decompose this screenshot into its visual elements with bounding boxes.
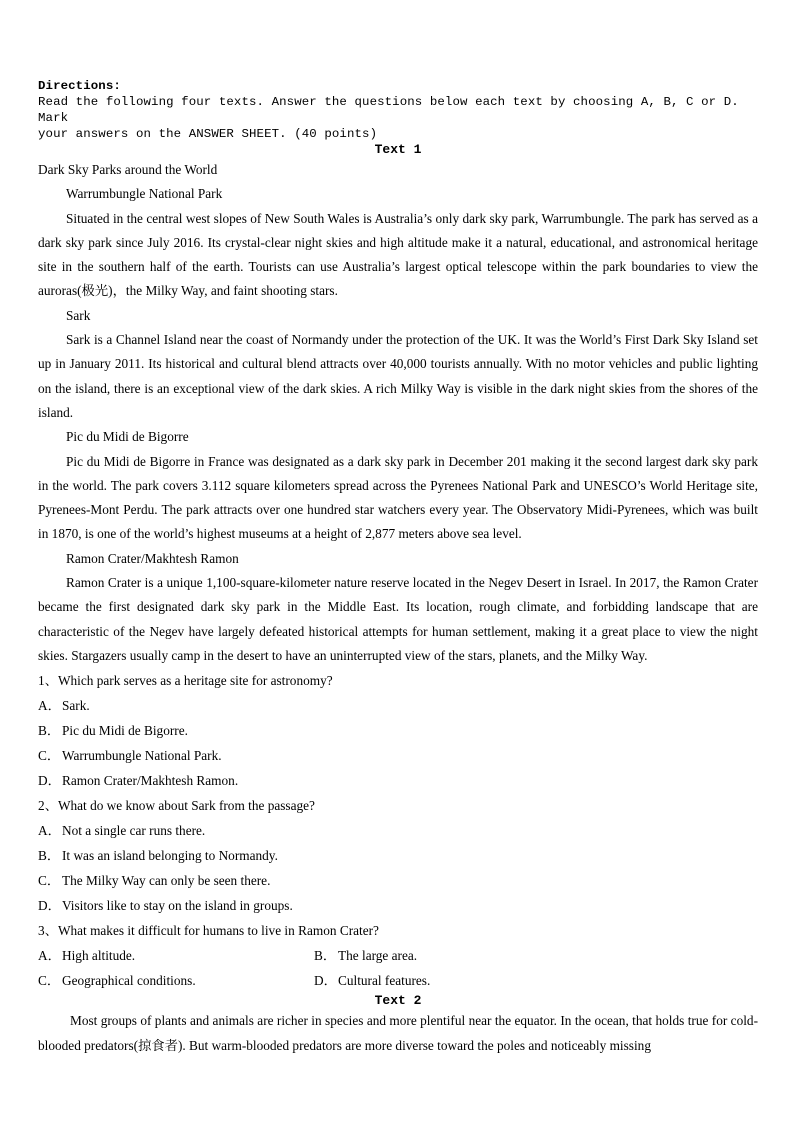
option-letter: C．: [38, 873, 61, 889]
section-body-sark: Sark is a Channel Island near the coast of Normandy under the protection of the UK. It was the World’s First Dark Sky Island set up in January 2011. Its historical and cultural blend attracts over 40,000 tourists annually. With no motor vehicles and public lighting on the island, there is an exceptional view of the dark skies. A rich Milky Way is visible in the dark night skies from the shores of the island.: [38, 332, 758, 420]
question-stem: 2、What do we know about Sark from the passage?: [38, 798, 315, 814]
option-c[interactable]: [38, 868, 758, 893]
option-text: Not a single car runs there.: [62, 823, 206, 839]
option-letter: A．: [38, 698, 61, 714]
directions-block: [38, 78, 758, 142]
option-a[interactable]: [38, 693, 758, 718]
option-text: Pic du Midi de Bigorre.: [62, 723, 188, 739]
option-text: Visitors like to stay on the island in groups.: [62, 898, 293, 914]
option-b[interactable]: [38, 718, 758, 743]
option-letter: D．: [314, 973, 337, 989]
directions-line-2: your answers on the ANSWER SHEET. (40 points): [38, 127, 378, 141]
option-a[interactable]: [38, 818, 758, 843]
option-text: The Milky Way can only be seen there.: [62, 873, 271, 889]
question-stem: 1、Which park serves as a heritage site for astronomy?: [38, 673, 333, 689]
section-body-warrumbungle: Situated in the central west slopes of New South Wales is Australia’s only dark sky park, Warrumbungle. The park has served as a dark sky park since July 2016. Its crystal-clear night skies and high altitude make it a natural, educational, and astronomical heritage site in the southern half of the earth. Tourists can use Australia’s largest optical telescope within the park boundaries to view the auroras(极光)，the Milky Way, and faint shooting stars.: [38, 210, 758, 299]
text-1-heading: Text 1: [374, 142, 422, 157]
section-heading-sark: Sark: [66, 307, 91, 323]
question-2: [38, 793, 758, 918]
option-row-2: [38, 968, 758, 993]
section-body-pic-du-midi: Pic du Midi de Bigorre in France was designated as a dark sky park in December 201 making it the second largest dark sky park in the world. The park covers 3.112 square kilometers spread across the Pyrenees National Park and UNESCO’s World Heritage site, Pyrenees-Mont Perdu. The park attracts over one hundred star watchers every year. The Observatory Midi-Pyrenees, which was built in 1870, is one of the world’s highest museums at a height of 2,877 meters above sea level.: [38, 453, 758, 542]
option-letter: D．: [38, 898, 61, 914]
option-text: Warrumbungle National Park.: [62, 748, 222, 764]
section-heading-pic-du-midi: Pic du Midi de Bigorre: [66, 429, 189, 445]
option-letter: B．: [38, 848, 61, 864]
text-1-passage: [38, 158, 758, 668]
option-letter: A．: [38, 948, 61, 964]
option-text: It was an island belonging to Normandy.: [62, 848, 278, 864]
question-3: [38, 918, 758, 993]
option-letter: B．: [314, 948, 337, 964]
directions-heading: Directions:: [38, 79, 121, 93]
text-2-passage: Most groups of plants and animals are richer in species and more plentiful near the equator. In the ocean, that holds true for cold-blooded predators(掠食者). But warm-blooded predators are more diverse toward the poles and noticeably missing: [38, 1013, 758, 1053]
option-text: Sark.: [62, 698, 90, 714]
option-letter: D．: [38, 773, 61, 789]
option-d[interactable]: [38, 768, 758, 793]
option-letter: A．: [38, 823, 61, 839]
option-row-1: [38, 943, 758, 968]
question-stem: 3、What makes it difficult for humans to live in Ramon Crater?: [38, 923, 379, 939]
option-letter: C．: [38, 973, 61, 989]
exam-page: [38, 78, 758, 1058]
option-b[interactable]: [314, 943, 417, 968]
option-text: High altitude.: [62, 948, 136, 964]
option-c[interactable]: [38, 968, 314, 993]
option-text: Cultural features.: [338, 973, 431, 989]
section-heading-ramon-crater: Ramon Crater/Makhtesh Ramon: [66, 550, 239, 566]
option-d[interactable]: [38, 893, 758, 918]
section-heading-warrumbungle: Warrumbungle National Park: [66, 186, 223, 202]
option-text: Geographical conditions.: [62, 973, 196, 989]
option-c[interactable]: [38, 743, 758, 768]
passage-title: Dark Sky Parks around the World: [38, 162, 218, 177]
option-text: Ramon Crater/Makhtesh Ramon.: [62, 773, 239, 789]
option-b[interactable]: [38, 843, 758, 868]
option-letter: B．: [38, 723, 61, 739]
question-1: [38, 668, 758, 793]
directions-line-1: Read the following four texts. Answer the questions below each text by choosing A, B, C or D. Mark: [38, 95, 739, 125]
section-body-ramon-crater: Ramon Crater is a unique 1,100-square-kilometer nature reserve located in the Negev Desert in Israel. In 2017, the Ramon Crater became the first designated dark sky park in the Middle East. Its location, rough climate, and forbidding landscape that are characteristic of the Negev have largely defeated historical attempts for human settlement, making it a great place to view the night skies. Stargazers usually camp in the desert to have an uninterrupted view of the stars, planets, and the Milky Way.: [38, 575, 758, 663]
option-letter: C．: [38, 748, 61, 764]
option-a[interactable]: [38, 943, 314, 968]
option-text: The large area.: [338, 948, 418, 964]
option-d[interactable]: [314, 968, 430, 993]
text-2-heading: Text 2: [374, 993, 422, 1009]
